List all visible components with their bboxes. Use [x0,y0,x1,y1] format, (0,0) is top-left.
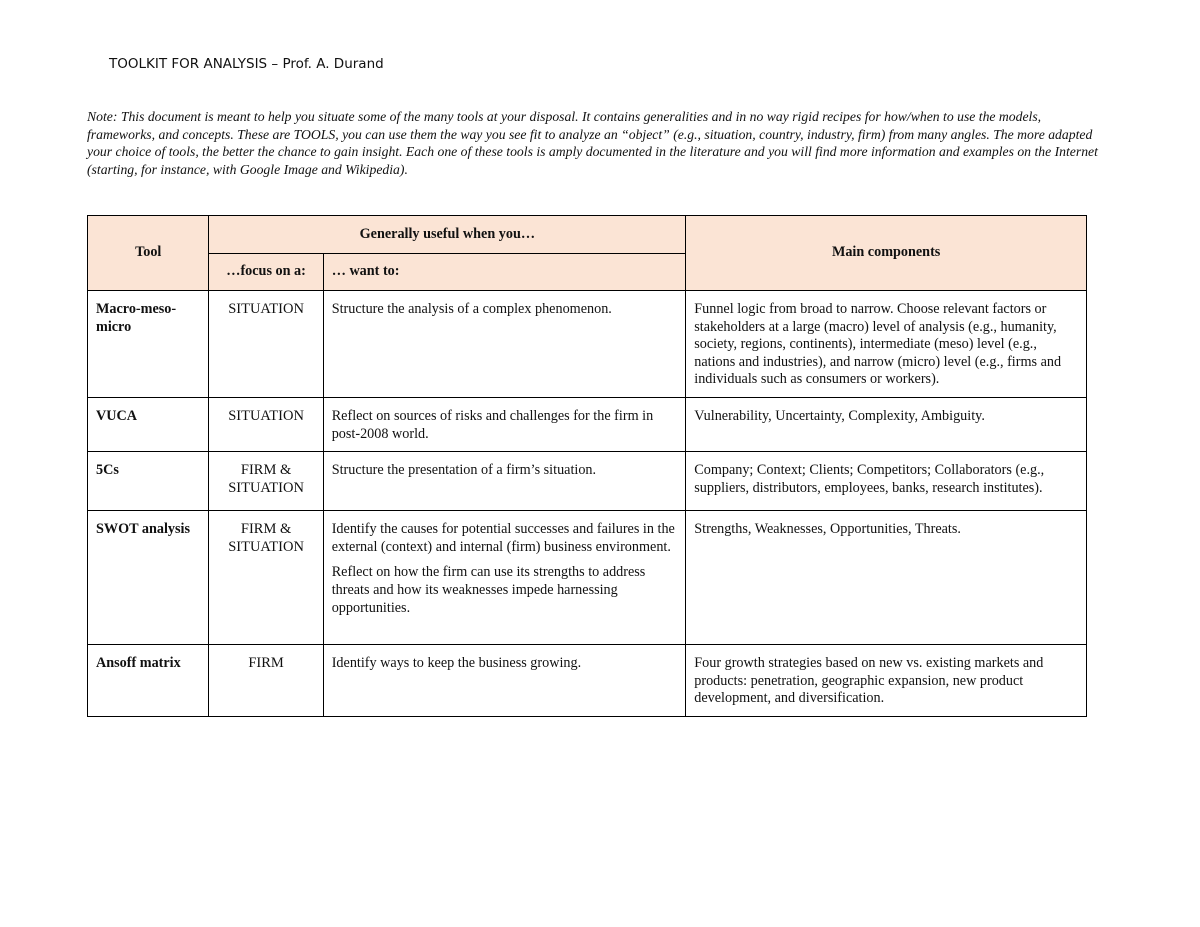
header-tool: Tool [88,216,209,291]
main-components-cell: Four growth strategies based on new vs. existing markets and products: penetration, geographic expansion, new product development, and diversification. [686,645,1087,717]
table-row [88,645,1087,717]
table-row [88,511,1087,645]
tool-name: SWOT analysis [88,511,209,645]
header-main-components: Main components [686,216,1087,291]
want-text: Structure the analysis of a complex phenomenon. [331,301,612,317]
table-row [88,452,1087,511]
want-text: Reflect on how the firm can use its strengths to address threats and how its weaknesses impede harnessing opportunities. [331,564,646,616]
want-text: Identify ways to keep the business growing. [331,655,582,672]
header-focus-on: …focus on a: [209,254,323,291]
tool-name: 5Cs [88,452,209,511]
table-header [88,216,1087,291]
want-text: Reflect on sources of risks and challenges for the firm in post-2008 world. [331,408,654,442]
header-want-to: … want to: [323,254,686,291]
table-row [88,291,1087,398]
focus-cell: FIRM & SITUATION [209,511,323,645]
focus-cell: FIRM & SITUATION [209,452,323,511]
main-components-cell: Vulnerability, Uncertainty, Complexity, Ambiguity. [686,398,1087,452]
want-cell [323,291,686,398]
want-text: Identify the causes for potential successes and failures in the external (context) and internal (firm) business environment. [331,521,675,555]
focus-cell: SITUATION [209,398,323,452]
tool-name: VUCA [88,398,209,452]
want-cell [323,452,686,511]
tool-name: Ansoff matrix [88,645,209,717]
main-components-cell: Strengths, Weaknesses, Opportunities, Threats. [686,511,1087,645]
table-body [88,291,1087,717]
focus-cell: SITUATION [209,291,323,398]
main-components-cell: Company; Context; Clients; Competitors; Collaborators (e.g., suppliers, distributors, employees, banks, research institutes). [686,452,1087,511]
want-cell [323,645,686,717]
toolkit-table [87,215,1087,717]
header-generally-useful: Generally useful when you… [209,216,686,254]
want-cell [323,398,686,452]
focus-cell: FIRM [209,645,323,717]
main-components-cell: Funnel logic from broad to narrow. Choose relevant factors or stakeholders at a large (macro) level of analysis (e.g., humanity, society, regions, continents), intermediate (meso) level (e.g., nations and industries), and narrow (micro) level (e.g., firms and individuals such as consumers or workers). [686,291,1087,398]
table-row [88,398,1087,452]
tool-name: Macro-meso-micro [88,291,209,398]
want-text: Structure the presentation of a firm’s situation. [331,462,597,479]
introductory-note: Note: This document is meant to help you situate some of the many tools at your disposal. It contains generalities and in no way rigid recipes for how/when to use the models, frameworks, and concepts. These are TOOLS, you can use them the way you see fit to analyze an “object” (e.g., situation, country, industry, firm) from many angles. The more adapted your choice of tools, the better the chance to gain insight. Each one of these tools is amply documented in the literature and you will find more information and examples on the Internet (starting, for instance, with Google Image and Wikipedia). [87,109,1098,177]
document-header: TOOLKIT FOR ANALYSIS – Prof. A. Durand [109,56,384,72]
want-cell [323,511,686,645]
